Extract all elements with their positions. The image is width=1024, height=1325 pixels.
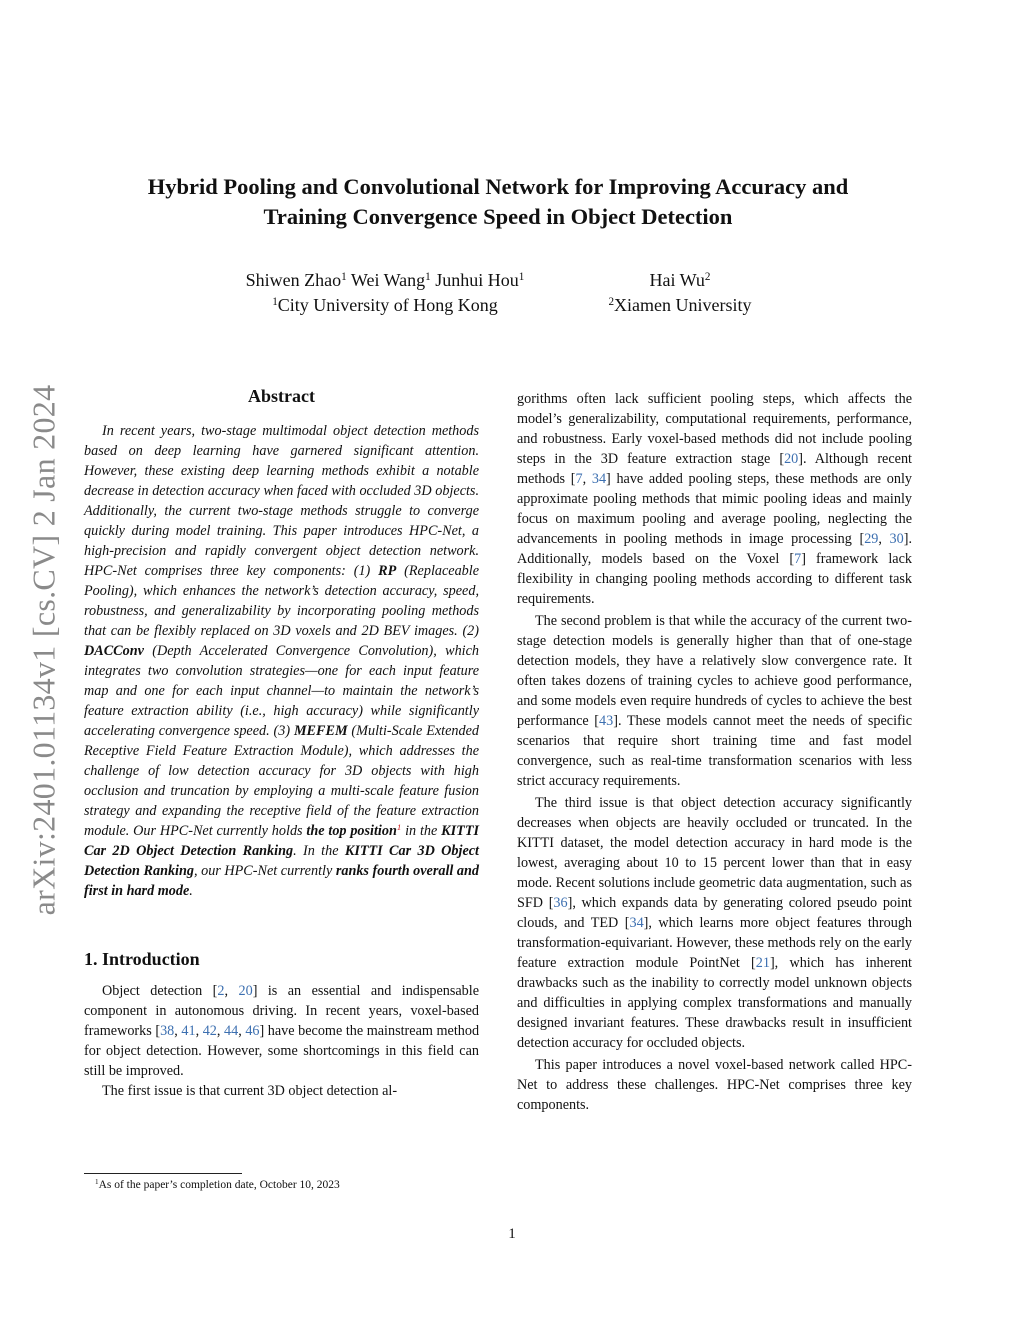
intro-paragraph-5: This paper introduces a novel voxel-based network called HPC-Net to address these challenges. HPC-Net comprises three key components. [517, 1057, 912, 1113]
intro-paragraph-4: The third issue is that object detection accuracy significantly decreases when objects are heavily occluded or truncated. In the KITTI dataset, the model detection accuracy in hard mode is the lowest, averaging about 10 to 15 percent lower than that in easy mode. Recent solutions include geometric data augmentation, such as SFD [36], which expands data by generating colored pseudo point clouds, and TED [34], which learns more object features through transformation-equivariant. However, these methods rely on the early feature extraction module PointNet [21], which has inherent drawbacks such as the inability to correctly model unknown objects and difficulties in applying complex transformations and manually designed invariant features. These drawbacks result in insufficient detection accuracy for occluded objects. [517, 795, 913, 1051]
affiliation [580, 293, 780, 318]
author-block-1 [200, 268, 570, 318]
footnote-divider [84, 1173, 242, 1174]
kitti-2d-ranking: KITTI Car 2D Object Detection Ranking [84, 823, 480, 859]
affiliation-mark: 2 [608, 295, 615, 308]
right-column [517, 389, 912, 1115]
abstract-text: In recent years, two-stage multimodal object detection methods based on deep learning have garnered significant attention. However, these existing deep learning methods exhibit a notable decrease in detection accuracy when faced with occluded 3D objects. Additionally, the current two-stage methods struggle to converge quickly during model training. This paper introduces HPC-Net, a high-precision and rapidly convergent object detection network. HPC-Net comprises three key components: (1) RP (Replaceable Pooling), which enhances the network’s detection accuracy, speed, robustness, and generalizability by incorporating pooling methods that can be flexibly replaced on 3D voxels and 2D BEV images. (2) DACConv (Depth Accelerated Convergence Convolution), which integrates two convolution strategies—one for each input feature map and one for each input channel—to maintain the network’s feature extraction ability (i.e., high accuracy) while significantly accelerating convergence speed. (3) MEFEM (Multi-Scale Extended Receptive Field Feature Extraction Module), which addresses the challenge of low detection accuracy for 3D objects with high occlusion and truncation by employing a multi-scale feature fusion strategy and expanding the receptive field of the feature extraction module. Our HPC-Net currently holds the top position$^1$ in the KITTI Car 2D Object Detection Ranking. In the KITTI Car 3D Object Detection Ranking, our HPC-Net currently ranks fourth overall and first in hard mode. [84, 423, 480, 899]
author-names [580, 268, 780, 293]
author-name: Hai Wu [649, 270, 705, 290]
citation-link[interactable]: 20 [238, 983, 253, 999]
mefem-term: MEFEM [293, 723, 348, 739]
citation-link[interactable]: 34 [591, 471, 607, 487]
ranking-emphasis: ranks fourth overall and first in hard mode [84, 863, 479, 899]
affiliation-mark: 1 [518, 270, 525, 283]
citation-link[interactable]: 36 [553, 895, 568, 911]
affiliation-mark: 1 [272, 295, 278, 308]
rp-term: RP [378, 563, 397, 579]
citation-link[interactable]: 38 [160, 1023, 175, 1039]
kitti-3d-ranking: KITTI Car 3D Object Detection Ranking [84, 843, 480, 879]
title-line-2: Training Convergence Speed in Object Detection [263, 204, 733, 229]
footnote-number: 1 [95, 1178, 99, 1187]
citation-link[interactable]: 41 [181, 1023, 196, 1039]
introduction-heading: 1. Introduction [84, 949, 200, 969]
citation-link[interactable]: 29 [864, 531, 879, 547]
affiliation-mark: 1 [341, 270, 347, 283]
affiliation-mark: 1 [425, 270, 431, 283]
author-names [200, 268, 570, 293]
intro-paragraph-1: Object detection [2, 20] is an essential and indispensable component in autonomous driving. In recent years, voxel-based frameworks [38, 41, 42, 44, 46] have become the mainstream method for object detection. However, some shortcomings in this field can still be improved. [84, 983, 480, 1079]
citation-link[interactable]: 34 [629, 915, 644, 931]
citation-link[interactable]: 42 [202, 1023, 217, 1039]
intro-paragraph-2-start: The first issue is that current 3D object detection al- [102, 1083, 398, 1099]
top-position-emphasis: the top position [306, 823, 397, 839]
footnote [95, 1178, 340, 1192]
arxiv-sidebar-stamp [24, 370, 64, 930]
citation-link[interactable]: 46 [245, 1023, 260, 1039]
title-line-1: Hybrid Pooling and Convolutional Network for Improving Accuracy and [147, 174, 849, 199]
author-block-2 [580, 268, 780, 318]
citation-link[interactable]: 2 [217, 983, 225, 999]
citation-link[interactable]: 21 [755, 955, 770, 971]
citation-link[interactable]: 20 [784, 451, 799, 467]
paper-title [100, 172, 896, 232]
citation-link[interactable]: 43 [599, 713, 614, 729]
affiliation-name: City University of Hong Kong [277, 295, 498, 315]
citation-link[interactable]: 30 [889, 531, 904, 547]
affiliation-name: Xiamen University [614, 295, 752, 315]
citation-link[interactable]: 44 [224, 1023, 239, 1039]
footnote-text: As of the paper’s completion date, October 10, 2023 [98, 1179, 340, 1191]
author-name: Shiwen Zhao [245, 270, 342, 290]
affiliation-mark: 2 [704, 270, 711, 283]
page-number: 1 [508, 1226, 516, 1242]
author-name: Wei Wang [350, 270, 426, 290]
intro-paragraph-3: The second problem is that while the accuracy of the current two-stage detection models is generally higher than that of one-stage detection models, they have a relatively slow convergence rate. It often takes dozens of training cycles to achieve good performance, and some models even require hundreds of cycles to achieve the best performance [43]. These models cannot meet the needs of specific scenarios that require short training time and fast model convergence, such as real-time transformation scenarios with less strict accuracy requirements. [517, 613, 912, 789]
affiliation [200, 293, 570, 318]
citation-link[interactable]: 7 [575, 471, 583, 487]
dacconv-term: DACConv [84, 643, 144, 659]
abstract-heading: Abstract [248, 386, 315, 406]
left-column [84, 384, 479, 1101]
author-name: Junhui Hou [435, 270, 519, 290]
arxiv-identifier: arXiv:2401.01134v1 [cs.CV] 2 Jan 2024 [25, 384, 62, 916]
footnote-marker[interactable]: 1 [396, 822, 402, 833]
citation-link[interactable]: 7 [794, 551, 802, 567]
intro-paragraph-2-continued: gorithms often lack sufficient pooling steps, which affects the model’s generalizability, computational requirements, performance, and robustness. Early voxel-based methods did not include pooling steps in the 3D feature extraction stage [20]. Although recent methods [7, 34] have added pooling steps, these methods are only approximate pooling methods that mimic pooling ideas and mainly focus on maximum pooling and average pooling, neglecting the advancements in pooling methods in image processing [29, 30]. Additionally, models based on the Voxel [7] framework lack flexibility in changing pooling methods according to different task requirements. [517, 391, 912, 607]
